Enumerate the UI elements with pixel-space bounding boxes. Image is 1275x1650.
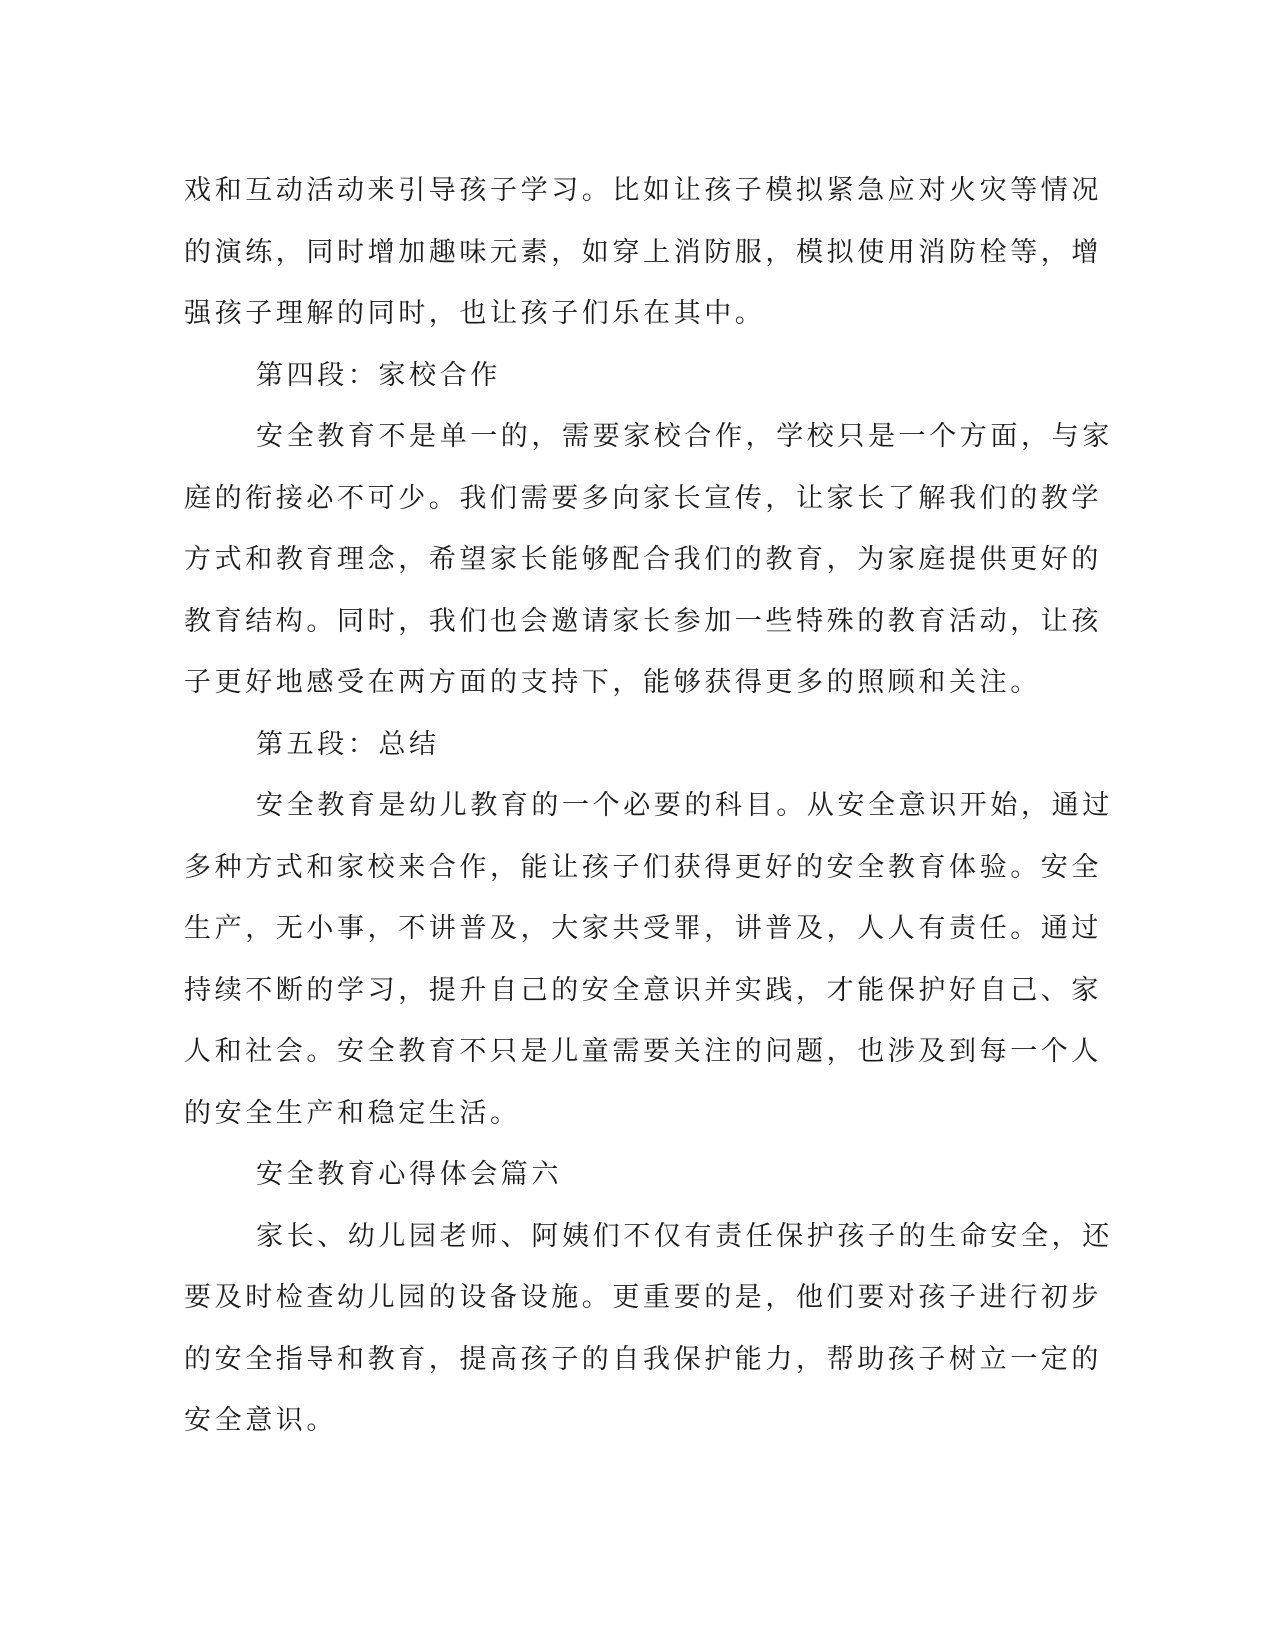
- document-body: [184, 160, 1113, 1452]
- paragraph-line: 生产，无小事，不讲普及，大家共受罪，讲普及，人人有责任。通过: [184, 913, 1102, 944]
- paragraph-line: 方式和教育理念，希望家长能够配合我们的教育，为家庭提供更好的: [184, 544, 1102, 575]
- paragraph-line: 家长、幼儿园老师、阿姨们不仅有责任保护孩子的生命安全，还: [256, 1220, 1113, 1252]
- paragraph-line: 人和社会。安全教育不只是儿童需要关注的问题，也涉及到每一个人: [184, 1036, 1102, 1067]
- section-heading: 第四段：家校合作: [256, 359, 501, 391]
- paragraph-line: 安全意识。: [184, 1405, 337, 1436]
- paragraph-line: 教育结构。同时，我们也会邀请家长参加一些特殊的教育活动，让孩: [184, 605, 1102, 637]
- paragraph-line: 的演练，同时增加趣味元素，如穿上消防服，模拟使用消防栓等，增: [184, 236, 1102, 268]
- paragraph-line: 子更好地感受在两方面的支持下，能够获得更多的照顾和关注。: [184, 667, 1041, 698]
- paragraph-line: 庭的衔接必不可少。我们需要多向家长宣传，让家长了解我们的教学: [184, 482, 1102, 514]
- section-heading: 安全教育心得体会篇六: [256, 1159, 562, 1190]
- paragraph-line: 安全教育是幼儿教育的一个必要的科目。从安全意识开始，通过: [256, 790, 1113, 821]
- paragraph-line: 戏和互动活动来引导孩子学习。比如让孩子模拟紧急应对火灾等情况: [184, 175, 1102, 206]
- paragraph-line: 持续不断的学习，提升自己的安全意识并实践，才能保护好自己、家: [184, 974, 1102, 1006]
- section-heading: 第五段：总结: [256, 728, 440, 760]
- paragraph-line: 的安全生产和稳定生活。: [184, 1097, 521, 1129]
- paragraph-line: 多种方式和家校来合作，能让孩子们获得更好的安全教育体验。安全: [184, 851, 1102, 883]
- paragraph-line: 强孩子理解的同时，也让孩子们乐在其中。: [184, 298, 766, 329]
- paragraph-line: 要及时检查幼儿园的设备设施。更重要的是，他们要对孩子进行初步: [184, 1282, 1102, 1313]
- paragraph-line: 安全教育不是单一的，需要家校合作，学校只是一个方面，与家: [256, 421, 1113, 452]
- paragraph-line: 的安全指导和教育，提高孩子的自我保护能力，帮助孩子树立一定的: [184, 1343, 1102, 1375]
